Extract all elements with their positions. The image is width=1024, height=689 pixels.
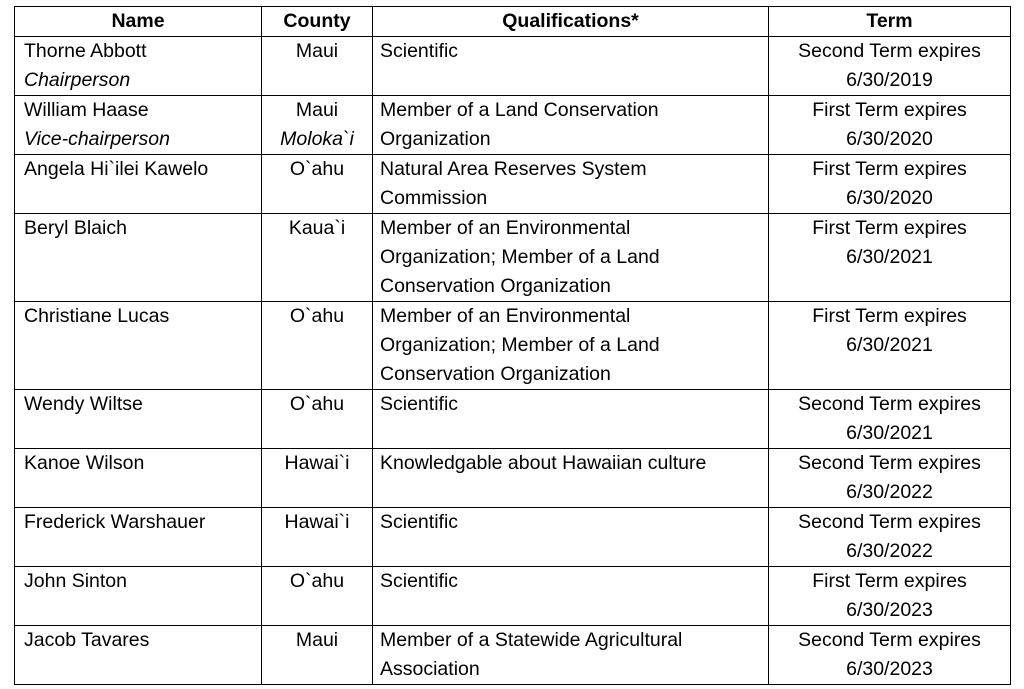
qualification-line: Association <box>380 658 480 680</box>
member-name: Beryl Blaich <box>24 217 127 239</box>
term-description: Second Term expires <box>798 40 981 62</box>
member-name: Jacob Tavares <box>24 629 150 651</box>
qualification-line: Conservation Organization <box>380 363 611 385</box>
term-expiry-date: 6/30/2023 <box>846 599 933 621</box>
qualification-line: Member of an Environmental <box>380 217 631 239</box>
member-name: John Sinton <box>24 570 127 592</box>
cell-qualifications <box>373 37 769 96</box>
county-value: Maui <box>295 99 339 121</box>
county-secondary: Moloka`i <box>280 128 354 150</box>
cell-county <box>262 567 373 626</box>
term-description: Second Term expires <box>798 629 981 651</box>
table-row <box>15 155 1011 214</box>
term-description: First Term expires <box>812 158 967 180</box>
qualification-line: Conservation Organization <box>380 275 611 297</box>
cell-qualifications <box>373 508 769 567</box>
cell-name <box>15 567 262 626</box>
cell-county <box>262 37 373 96</box>
qualification-line: Member of a Land Conservation <box>380 99 659 121</box>
member-name: Thorne Abbott <box>24 40 147 62</box>
cell-qualifications <box>373 302 769 390</box>
member-name: Christiane Lucas <box>24 305 170 327</box>
county-value: Hawai`i <box>284 452 350 474</box>
table-row <box>15 390 1011 449</box>
cell-name <box>15 626 262 685</box>
county-value: Kaua`i <box>288 217 346 239</box>
table-row <box>15 567 1011 626</box>
commission-members-table <box>14 6 1011 685</box>
qualification-line: Natural Area Reserves System <box>380 158 647 180</box>
table-row <box>15 214 1011 302</box>
cell-name <box>15 302 262 390</box>
cell-qualifications <box>373 155 769 214</box>
cell-qualifications <box>373 96 769 155</box>
term-expiry-date: 6/30/2019 <box>846 69 933 91</box>
member-name: Wendy Wiltse <box>24 393 143 415</box>
qualification-line: Scientific <box>380 511 459 533</box>
qualification-line: Organization <box>380 128 491 150</box>
cell-qualifications <box>373 449 769 508</box>
term-expiry-date: 6/30/2023 <box>846 658 933 680</box>
cell-term <box>769 96 1011 155</box>
table-row <box>15 302 1011 390</box>
county-value: O`ahu <box>289 305 345 327</box>
member-role: Chairperson <box>24 69 131 91</box>
term-description: Second Term expires <box>798 511 981 533</box>
cell-term <box>769 390 1011 449</box>
cell-term <box>769 37 1011 96</box>
qualification-line: Organization; Member of a Land <box>380 246 660 268</box>
cell-name <box>15 155 262 214</box>
term-description: First Term expires <box>812 305 967 327</box>
cell-name <box>15 508 262 567</box>
qualification-line: Scientific <box>380 40 459 62</box>
table-row <box>15 626 1011 685</box>
qualification-line: Commission <box>380 187 488 209</box>
qualification-line: Scientific <box>380 570 459 592</box>
cell-county <box>262 302 373 390</box>
term-expiry-date: 6/30/2021 <box>846 334 933 356</box>
term-description: First Term expires <box>812 99 967 121</box>
county-value: Maui <box>295 629 339 651</box>
cell-term <box>769 449 1011 508</box>
header-row <box>15 7 1011 37</box>
term-description: Second Term expires <box>798 452 981 474</box>
term-expiry-date: 6/30/2020 <box>846 187 933 209</box>
qualification-line: Scientific <box>380 393 459 415</box>
qualification-line: Organization; Member of a Land <box>380 334 660 356</box>
member-role: Vice-chairperson <box>24 128 170 150</box>
member-name: Frederick Warshauer <box>24 511 206 533</box>
county-value: O`ahu <box>289 158 345 180</box>
qualification-line: Member of a Statewide Agricultural <box>380 629 683 651</box>
cell-qualifications <box>373 567 769 626</box>
header-county: County <box>262 7 373 37</box>
term-description: First Term expires <box>812 570 967 592</box>
table-body <box>15 37 1011 685</box>
term-description: Second Term expires <box>798 393 981 415</box>
cell-name <box>15 214 262 302</box>
table-row <box>15 449 1011 508</box>
header-term: Term <box>769 7 1011 37</box>
member-name: Angela Hi`ilei Kawelo <box>24 158 209 180</box>
county-value: Maui <box>295 40 339 62</box>
cell-name <box>15 37 262 96</box>
term-expiry-date: 6/30/2020 <box>846 128 933 150</box>
cell-name <box>15 390 262 449</box>
cell-name <box>15 449 262 508</box>
term-expiry-date: 6/30/2021 <box>846 246 933 268</box>
cell-term <box>769 508 1011 567</box>
term-expiry-date: 6/30/2022 <box>846 481 933 503</box>
county-value: O`ahu <box>289 570 345 592</box>
header-qualifications: Qualifications* <box>373 7 769 37</box>
county-value: Hawai`i <box>284 511 350 533</box>
cell-qualifications <box>373 390 769 449</box>
cell-name <box>15 96 262 155</box>
cell-county <box>262 449 373 508</box>
cell-qualifications <box>373 214 769 302</box>
member-name: William Haase <box>24 99 149 121</box>
cell-county <box>262 96 373 155</box>
table-row <box>15 37 1011 96</box>
qualification-line: Knowledgable about Hawaiian culture <box>380 452 707 474</box>
cell-term <box>769 302 1011 390</box>
cell-term <box>769 155 1011 214</box>
cell-county <box>262 390 373 449</box>
cell-term <box>769 567 1011 626</box>
term-expiry-date: 6/30/2022 <box>846 540 933 562</box>
cell-county <box>262 214 373 302</box>
table-row <box>15 96 1011 155</box>
cell-county <box>262 508 373 567</box>
header-name: Name <box>15 7 262 37</box>
member-name: Kanoe Wilson <box>24 452 145 474</box>
term-description: First Term expires <box>812 217 967 239</box>
cell-term <box>769 214 1011 302</box>
cell-county <box>262 155 373 214</box>
cell-county <box>262 626 373 685</box>
cell-term <box>769 626 1011 685</box>
table-row <box>15 508 1011 567</box>
qualification-line: Member of an Environmental <box>380 305 631 327</box>
cell-qualifications <box>373 626 769 685</box>
county-value: O`ahu <box>289 393 345 415</box>
term-expiry-date: 6/30/2021 <box>846 422 933 444</box>
